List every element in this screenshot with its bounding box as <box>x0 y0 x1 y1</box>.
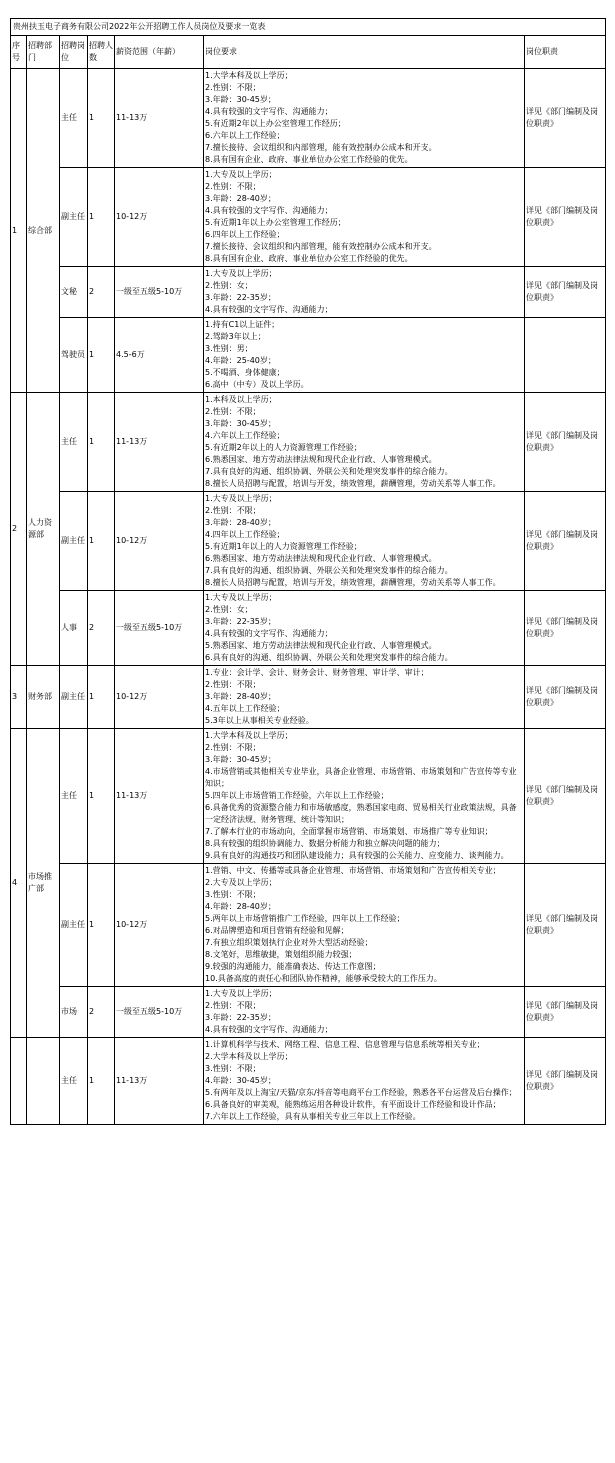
requirement-line: 9.具有良好的沟通技巧和团队建设能力；具有较强的公关能力、应变能力、谈判能力。 <box>205 851 509 860</box>
table-row <box>11 492 606 591</box>
requirement-line: 2.性别：不限； <box>205 182 261 191</box>
cell-duties: 详见《部门编制及岗位职责》 <box>525 393 606 492</box>
cell-position: 副主任 <box>60 666 88 729</box>
cell-duties: 详见《部门编制及岗位职责》 <box>525 168 606 267</box>
requirement-line: 3.性别：男； <box>205 344 253 353</box>
requirement-line: 5.有近期1年以上办公室管理工作经历； <box>205 218 346 227</box>
cell-position: 市场 <box>60 987 88 1038</box>
requirement-line: 6.四年以上工作经验； <box>205 230 285 239</box>
requirement-line: 3.年龄：30-45岁； <box>205 419 276 428</box>
requirement-line: 1.大专及以上学历； <box>205 269 277 278</box>
cell-seq: 4 <box>11 729 27 1038</box>
table-row <box>11 864 606 987</box>
cell-position: 主任 <box>60 729 88 864</box>
requirement-line: 3.年龄：30-45岁； <box>205 95 276 104</box>
table-row <box>11 267 606 318</box>
cell-salary: 11-13万 <box>115 69 204 168</box>
recruitment-table-wrapper <box>10 18 605 1125</box>
requirement-line: 1.大专及以上学历； <box>205 593 277 602</box>
header-dept: 招聘部门 <box>27 36 60 69</box>
requirement-line: 5.有近期1年以上的人力资源管理工作经验； <box>205 542 362 551</box>
table-row <box>11 666 606 729</box>
cell-count: 1 <box>88 393 115 492</box>
cell-dept: 市场推广部 <box>27 729 60 1038</box>
header-count: 招聘人数 <box>88 36 115 69</box>
cell-requirements <box>204 168 525 267</box>
table-row <box>11 318 606 393</box>
cell-requirements <box>204 393 525 492</box>
header-salary: 薪资范围（年薪） <box>115 36 204 69</box>
requirement-line: 1.大学本科及以上学历； <box>205 71 293 80</box>
requirement-line: 4.具有较强的文字写作、沟通能力； <box>205 206 333 215</box>
requirement-line: 7.六年以上工作经验，具有从事相关专业三年以上工作经验。 <box>205 1112 421 1121</box>
requirement-line: 2.性别：不限； <box>205 407 261 416</box>
table-row <box>11 1038 606 1125</box>
requirement-line: 5.有两年及以上淘宝/天猫/京东/抖音等电商平台工作经验，熟悉各平台运营及后台操作； <box>205 1088 517 1097</box>
cell-dept: 人力资源部 <box>27 393 60 666</box>
cell-salary: 11-13万 <box>115 729 204 864</box>
requirement-line: 2.驾龄3年以上； <box>205 332 266 341</box>
cell-requirements <box>204 318 525 393</box>
cell-count: 2 <box>88 591 115 666</box>
table-row <box>11 69 606 168</box>
cell-duties: 详见《部门编制及岗位职责》 <box>525 591 606 666</box>
requirement-line: 7.具有良好的沟通、组织协调、外联公关和处理突发事件的综合能力。 <box>205 467 453 476</box>
requirement-line: 5.不喝酒、身体健康； <box>205 368 285 377</box>
cell-requirements <box>204 864 525 987</box>
cell-duties: 详见《部门编制及岗位职责》 <box>525 69 606 168</box>
cell-count: 1 <box>88 492 115 591</box>
table-row <box>11 393 606 492</box>
requirement-line: 3.年龄：22-35岁； <box>205 1013 276 1022</box>
table-row <box>11 729 606 864</box>
requirement-line: 1.大学本科及以上学历； <box>205 731 293 740</box>
requirement-line: 5.两年以上市场营销推广工作经验，四年以上工作经验； <box>205 914 405 923</box>
cell-seq: 1 <box>11 69 27 393</box>
table-title: 贵州扶玉电子商务有限公司2022年公开招聘工作人员岗位及要求一览表 <box>11 19 606 36</box>
requirement-line: 4.年龄：30-45岁； <box>205 1076 276 1085</box>
cell-seq: 3 <box>11 666 27 729</box>
requirement-line: 8.具有较强的组织协调能力、数据分析能力和独立解决问题的能力； <box>205 839 445 848</box>
requirement-line: 1.本科及以上学历； <box>205 395 277 404</box>
header-requirements: 岗位要求 <box>204 36 525 69</box>
cell-requirements <box>204 492 525 591</box>
cell-position: 驾驶员 <box>60 318 88 393</box>
cell-duties: 详见《部门编制及岗位职责》 <box>525 267 606 318</box>
cell-requirements <box>204 729 525 864</box>
requirement-line: 7.了解本行业的市场动向，全面掌握市场营销、市场策划、市场推广等专业知识； <box>205 827 493 836</box>
cell-salary: 一级至五级5-10万 <box>115 987 204 1038</box>
cell-salary: 10-12万 <box>115 864 204 987</box>
cell-requirements <box>204 591 525 666</box>
requirement-line: 4.市场营销或其他相关专业毕业，具备企业管理、市场营销、市场策划和广告宣传等专业知识； <box>205 767 517 788</box>
cell-dept: 综合部 <box>27 69 60 393</box>
cell-salary: 一级至五级5-10万 <box>115 267 204 318</box>
requirement-line: 8.擅长人员招聘与配置，培训与开发，绩效管理，薪酬管理，劳动关系等人事工作。 <box>205 479 501 488</box>
requirement-line: 2.性别：女； <box>205 605 253 614</box>
requirement-line: 6.熟悉国家、地方劳动法律法规和现代企业行政、人事管理模式。 <box>205 554 437 563</box>
requirement-line: 4.具有较强的文字写作、沟通能力； <box>205 305 333 314</box>
requirement-line: 8.具有国有企业、政府、事业单位办公室工作经验的优先。 <box>205 155 413 164</box>
requirement-line: 2.性别：不限； <box>205 83 261 92</box>
cell-duties: 详见《部门编制及岗位职责》 <box>525 729 606 864</box>
requirement-line: 5.四年以上市场营销工作经验，六年以上工作经验； <box>205 791 389 800</box>
requirement-line: 2.性别：不限； <box>205 680 261 689</box>
cell-duties: 详见《部门编制及岗位职责》 <box>525 864 606 987</box>
requirement-line: 1.大专及以上学历； <box>205 170 277 179</box>
cell-count: 1 <box>88 864 115 987</box>
table-row <box>11 591 606 666</box>
requirement-line: 1.计算机科学与技术、网络工程、信息工程、信息管理与信息系统等相关专业； <box>205 1040 485 1049</box>
cell-salary: 4.5-6万 <box>115 318 204 393</box>
requirement-line: 3.性别：不限； <box>205 1064 261 1073</box>
requirement-line: 3.年龄：28-40岁； <box>205 194 276 203</box>
cell-count: 1 <box>88 168 115 267</box>
recruitment-table <box>10 18 606 1125</box>
cell-count: 2 <box>88 987 115 1038</box>
cell-requirements <box>204 267 525 318</box>
cell-count: 2 <box>88 267 115 318</box>
cell-position: 副主任 <box>60 168 88 267</box>
table-title-row <box>11 19 606 36</box>
requirement-line: 4.具有较强的文字写作、沟通能力； <box>205 107 333 116</box>
requirement-line: 4.六年以上工作经验； <box>205 431 285 440</box>
requirement-line: 3.年龄：28-40岁； <box>205 692 276 701</box>
header-position: 招聘岗位 <box>60 36 88 69</box>
cell-requirements <box>204 1038 525 1125</box>
cell-duties <box>525 318 606 393</box>
requirement-line: 6.具有良好的沟通、组织协调、外联公关和处理突发事件的综合能力。 <box>205 653 453 662</box>
requirement-line: 3.年龄：22-35岁； <box>205 617 276 626</box>
cell-seq: 2 <box>11 393 27 666</box>
requirement-line: 6.具备优秀的资源整合能力和市场敏感度，熟悉国家电商、贸易相关行业政策法规，具备一定经济法规、财务管理、统计等知识； <box>205 803 517 824</box>
cell-position: 副主任 <box>60 492 88 591</box>
cell-position: 主任 <box>60 1038 88 1125</box>
requirement-line: 3.年龄：22-35岁； <box>205 293 276 302</box>
requirement-line: 1.大专及以上学历； <box>205 494 277 503</box>
cell-count: 1 <box>88 1038 115 1125</box>
cell-salary: 一级至五级5-10万 <box>115 591 204 666</box>
requirement-line: 3.性别：不限； <box>205 890 261 899</box>
cell-requirements <box>204 666 525 729</box>
requirement-line: 3.年龄：28-40岁； <box>205 518 276 527</box>
requirement-line: 4.五年以上工作经验； <box>205 704 285 713</box>
cell-requirements <box>204 987 525 1038</box>
cell-duties: 详见《部门编制及岗位职责》 <box>525 1038 606 1125</box>
cell-position: 文秘 <box>60 267 88 318</box>
requirement-line: 10.具备高度的责任心和团队协作精神，能够承受较大的工作压力。 <box>205 974 442 983</box>
requirement-line: 6.具备良好的审美观，能熟练运用各种设计软件，有平面设计工作经验和设计作品； <box>205 1100 501 1109</box>
cell-salary: 11-13万 <box>115 393 204 492</box>
requirement-line: 4.具有较强的文字写作、沟通能力； <box>205 629 333 638</box>
cell-dept <box>27 1038 60 1125</box>
requirement-line: 7.有独立组织策划执行企业对外大型活动经验； <box>205 938 373 947</box>
requirement-line: 4.年龄：25-40岁； <box>205 356 276 365</box>
cell-seq <box>11 1038 27 1125</box>
requirement-line: 4.四年以上工作经验； <box>205 530 285 539</box>
table-row <box>11 168 606 267</box>
requirement-line: 2.性别：不限； <box>205 743 261 752</box>
requirement-line: 2.性别：女； <box>205 281 253 290</box>
cell-dept: 财务部 <box>27 666 60 729</box>
requirement-line: 5.有近期2年以上办公室管理工作经历； <box>205 119 346 128</box>
cell-count: 1 <box>88 318 115 393</box>
requirement-line: 4.具有较强的文字写作、沟通能力； <box>205 1025 333 1034</box>
requirement-line: 8.擅长人员招聘与配置，培训与开发，绩效管理，薪酬管理，劳动关系等人事工作。 <box>205 578 501 587</box>
requirement-line: 8.具有国有企业、政府、事业单位办公室工作经验的优先。 <box>205 254 413 263</box>
requirement-line: 6.对品牌塑造和项目营销有经验和见解； <box>205 926 349 935</box>
requirement-line: 1.大专及以上学历； <box>205 989 277 998</box>
cell-count: 1 <box>88 729 115 864</box>
requirement-line: 7.擅长接待、会议组织和内部管理，能有效控制办公成本和开支。 <box>205 242 437 251</box>
requirement-line: 2.大专及以上学历； <box>205 878 277 887</box>
cell-duties: 详见《部门编制及岗位职责》 <box>525 666 606 729</box>
requirement-line: 4.年龄：28-40岁； <box>205 902 276 911</box>
cell-position: 副主任 <box>60 864 88 987</box>
table-row <box>11 987 606 1038</box>
cell-position: 主任 <box>60 69 88 168</box>
cell-position: 主任 <box>60 393 88 492</box>
cell-count: 1 <box>88 69 115 168</box>
cell-salary: 11-13万 <box>115 1038 204 1125</box>
requirement-line: 5.熟悉国家、地方劳动法律法规和现代企业行政、人事管理模式。 <box>205 641 437 650</box>
requirement-line: 7.擅长接待、会议组织和内部管理，能有效控制办公成本和开支。 <box>205 143 437 152</box>
requirement-line: 8.文笔好，思维敏捷，策划组织能力较强； <box>205 950 357 959</box>
cell-count: 1 <box>88 666 115 729</box>
requirement-line: 5.有近期2年以上的人力资源管理工作经验； <box>205 443 362 452</box>
requirement-line: 1.专业：会计学、会计、财务会计、财务管理、审计学、审计； <box>205 668 429 677</box>
requirement-line: 2.性别：不限； <box>205 1001 261 1010</box>
requirement-line: 2.大学本科及以上学历； <box>205 1052 293 1061</box>
cell-requirements <box>204 69 525 168</box>
requirement-line: 9.较强的沟通能力，能准确表达、传达工作意图； <box>205 962 381 971</box>
table-header-row <box>11 36 606 69</box>
requirement-line: 3.年龄：30-45岁； <box>205 755 276 764</box>
requirement-line: 6.熟悉国家、地方劳动法律法规和现代企业行政、人事管理模式。 <box>205 455 437 464</box>
requirement-line: 6.六年以上工作经验； <box>205 131 285 140</box>
cell-salary: 10-12万 <box>115 492 204 591</box>
header-seq: 序号 <box>11 36 27 69</box>
requirement-line: 5.3年以上从事相关专业经验。 <box>205 716 314 725</box>
cell-position: 人事 <box>60 591 88 666</box>
cell-duties: 详见《部门编制及岗位职责》 <box>525 492 606 591</box>
cell-duties: 详见《部门编制及岗位职责》 <box>525 987 606 1038</box>
cell-salary: 10-12万 <box>115 666 204 729</box>
requirement-line: 1.营销、中文、传播等或具备企业管理、市场营销、市场策划和广告宣传相关专业； <box>205 866 501 875</box>
requirement-line: 2.性别：不限； <box>205 506 261 515</box>
requirement-line: 1.持有C1以上证件； <box>205 320 280 329</box>
cell-salary: 10-12万 <box>115 168 204 267</box>
requirement-line: 6.高中（中专）及以上学历。 <box>205 380 309 389</box>
requirement-line: 7.具有良好的沟通、组织协调、外联公关和处理突发事件的综合能力。 <box>205 566 453 575</box>
header-duties: 岗位职责 <box>525 36 606 69</box>
